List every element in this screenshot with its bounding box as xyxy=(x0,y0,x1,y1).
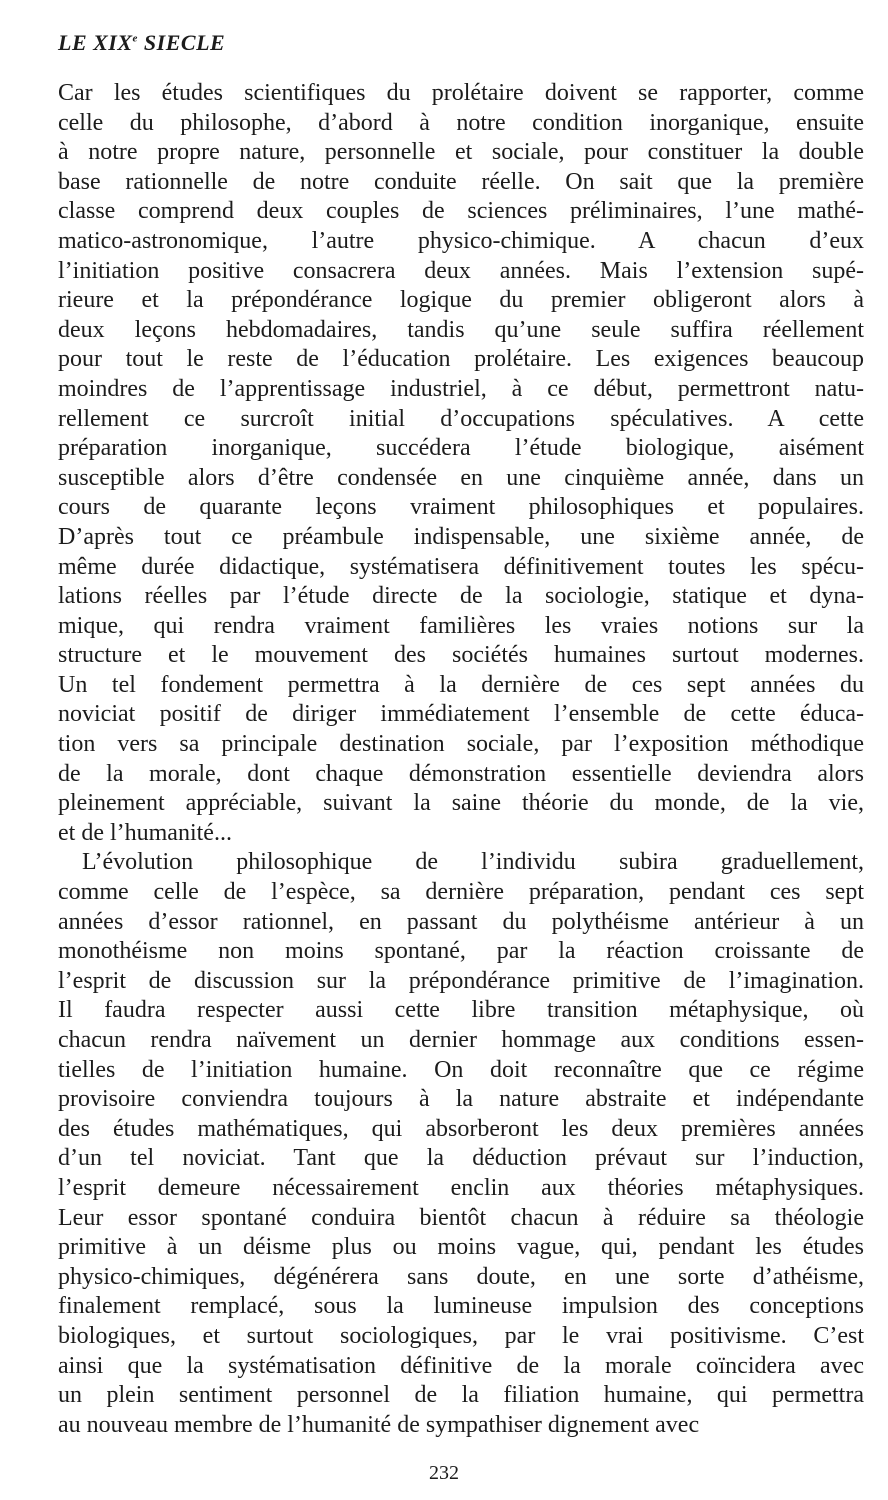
text-line: un plein sentiment personnel de la filiation humaine, qui permettra xyxy=(58,1382,864,1409)
text-line: structure et le mouvement des sociétés humaines surtout modernes. xyxy=(58,642,864,669)
text-line: de la morale, dont chaque démonstration essentielle deviendra alors xyxy=(58,760,864,787)
text-line: tion vers sa principale destination sociale, par l’exposition méthodique xyxy=(58,731,864,758)
text-line: susceptible alors d’être condensée en une cinquième année, dans un xyxy=(58,464,864,491)
text-line: rellement ce surcroît initial d’occupations spéculatives. A cette xyxy=(58,405,864,432)
text-line: Leur essor spontané conduira bientôt chacun à réduire sa théologie xyxy=(58,1204,864,1231)
page-number: 232 xyxy=(429,1462,459,1484)
text-line: comme celle de l’espèce, sa dernière préparation, pendant ces sept xyxy=(58,879,864,906)
text-line: D’après tout ce préambule indispensable, une sixième année, de xyxy=(58,523,864,550)
text-line: cours de quarante leçons vraiment philosophiques et populaires. xyxy=(58,494,864,521)
text-line: pleinement appréciable, suivant la saine théorie du monde, de la vie, xyxy=(58,790,864,817)
running-head-superscript: e xyxy=(132,32,138,45)
text-line: L’évolution philosophique de l’individu subira graduellement, xyxy=(82,849,864,876)
paragraph xyxy=(58,79,864,848)
text-line: primitive à un déisme plus ou moins vague, qui, pendant les études xyxy=(58,1234,864,1261)
text-line: Un tel fondement permettra à la dernière de ces sept années du xyxy=(58,671,864,698)
text-line: l’esprit demeure nécessairement enclin aux théories métaphysiques. xyxy=(58,1174,864,1201)
text-line: deux leçons hebdomadaires, tandis qu’une seule suffira réellement xyxy=(58,316,864,343)
text-line: ainsi que la systématisation définitive de la morale coïncidera avec xyxy=(58,1352,864,1379)
text-line: base rationnelle de notre conduite réelle. On sait que la première xyxy=(58,168,864,195)
text-line: au nouveau membre de l’humanité de sympathiser dignement avec xyxy=(58,1411,700,1438)
text-line: Il faudra respecter aussi cette libre transition métaphysique, où xyxy=(58,997,864,1024)
text-line: chacun rendra naïvement un dernier hommage aux conditions essen- xyxy=(58,1027,864,1053)
paragraph xyxy=(58,848,864,1440)
running-head xyxy=(58,30,225,56)
text-line: lations réelles par l’étude directe de la sociologie, statique et dyna- xyxy=(58,583,864,610)
text-line: physico-chimiques, dégénérera sans doute, en une sorte d’athéisme, xyxy=(58,1263,864,1290)
text-line: l’initiation positive consacrera deux années. Mais l’extension supé- xyxy=(58,257,864,284)
text-line: années d’essor rationnel, en passant du polythéisme antérieur à un xyxy=(58,908,864,935)
text-line: celle du philosophe, d’abord à notre condition inorganique, ensuite xyxy=(58,109,864,136)
text-line: pour tout le reste de l’éducation prolétaire. Les exigences beaucoup xyxy=(58,346,864,373)
text-line: l’esprit de discussion sur la prépondérance primitive de l’imagination. xyxy=(58,967,864,994)
text-line: même durée didactique, systématisera définitivement toutes les spécu- xyxy=(58,553,864,580)
text-line: monothéisme non moins spontané, par la réaction croissante de xyxy=(58,938,864,965)
text-line: matico-astronomique, l’autre physico-chimique. A chacun d’eux xyxy=(58,227,864,254)
text-line: mique, qui rendra vraiment familières les vraies notions sur la xyxy=(58,612,864,639)
text-line: rieure et la prépondérance logique du premier obligeront alors à xyxy=(58,287,864,314)
text-line: provisoire conviendra toujours à la nature abstraite et indépendante xyxy=(58,1086,864,1113)
text-line: biologiques, et surtout sociologiques, par le vrai positivisme. C’est xyxy=(58,1322,864,1349)
text-line: et de l’humanité... xyxy=(58,819,232,846)
running-head-title-end: SIECLE xyxy=(137,30,226,55)
text-line: d’un tel noviciat. Tant que la déduction prévaut sur l’induction, xyxy=(58,1145,864,1172)
running-head-title: LE XIX xyxy=(58,30,133,55)
text-line: classe comprend deux couples de sciences préliminaires, l’une mathé- xyxy=(58,198,864,225)
text-line: Car les études scientifiques du prolétaire doivent se rapporter, comme xyxy=(58,80,864,106)
body-text xyxy=(58,79,864,1440)
text-line: à notre propre nature, personnelle et sociale, pour constituer la double xyxy=(58,139,864,166)
text-line: des études mathématiques, qui absorberont les deux premières années xyxy=(58,1115,864,1142)
text-line: noviciat positif de diriger immédiatement l’ensemble de cette éduca- xyxy=(58,701,864,728)
text-line: préparation inorganique, succédera l’étude biologique, aisément xyxy=(58,435,864,462)
text-line: moindres de l’apprentissage industriel, à ce début, permettront natu- xyxy=(58,375,864,402)
text-line: finalement remplacé, sous la lumineuse impulsion des conceptions xyxy=(58,1293,864,1320)
text-line: tielles de l’initiation humaine. On doit reconnaître que ce régime xyxy=(58,1056,864,1083)
